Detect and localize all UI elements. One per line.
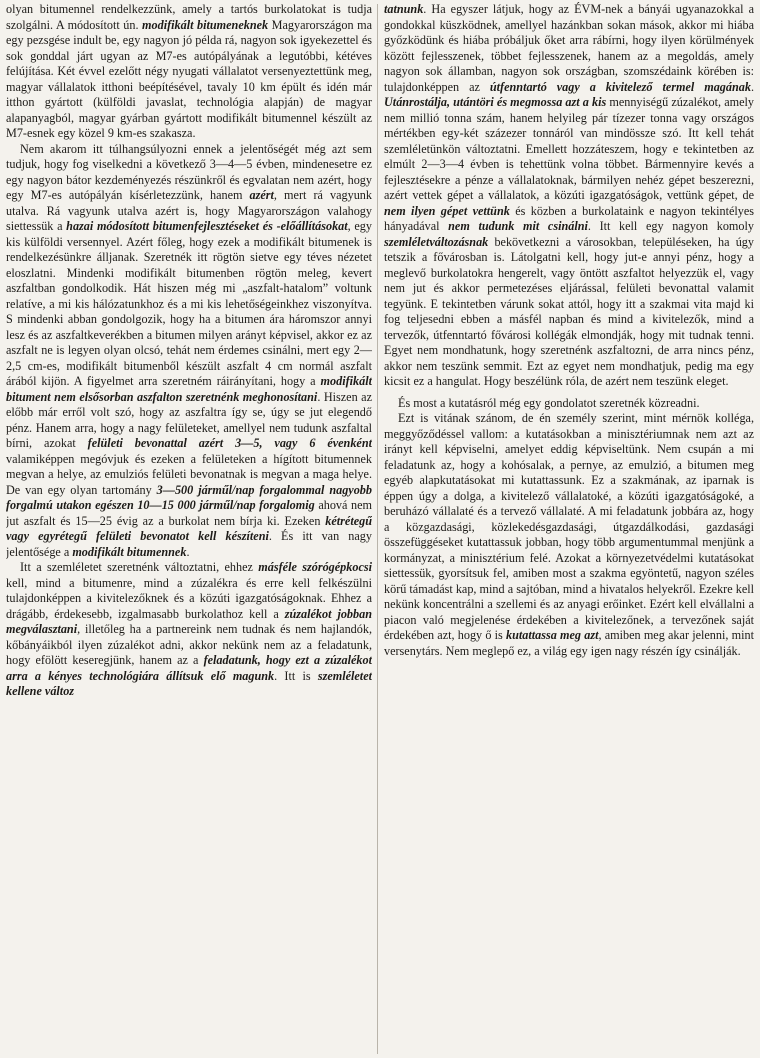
- column-divider: [377, 4, 378, 1054]
- text-run: Magyarországon ma egy pezsgése indult be, egy nagyon jó példa rá, nagyon sok igyekezettel és sok gonddal járt ugyan az M7-es autópályának a legutóbbi, kétéves felújítása. Két évvel ezelőtt négy nyugati vállalatot versenyeztettünk meg, magyar vállalatok itthoni beépítésével, tavaly 10 km épült és idén már itthon gyártott (külföldi javaslat, technológia alapján) de magyar alapanyagból, magyar gyárban gyártott modifikált bitumennel készült az M7-esnek egy közel 9 km-es szakasza.: [6, 17, 372, 140]
- text-run: . Ha egyszer látjuk, hogy az ÉVM-nek a bányái ugyanazokkal a gondokkal küszködnek, amellyel hazánkban sokan mások, akkor mi hiába győzködünk és hiába próbáljuk őket arra rábírni, hogy ilyen körülmények között fejlesszenek, többet fejlesszenek, hanem az a megoldás, amely nagyon sok államban, nagyon sok országban, szomszédaink körében is: tulajdonképpen az: [384, 2, 754, 94]
- emphasized-text: hazai módosított bitumenfejlesztéseket és -előállításokat: [66, 219, 348, 233]
- emphasized-text: modifikált bitumeneknek: [142, 17, 269, 32]
- text-run: .: [750, 79, 754, 94]
- emphasized-text: tatnunk: [384, 2, 424, 16]
- paragraph: [6, 560, 372, 700]
- text-run: . És itt van nagy jelentősége a: [6, 529, 372, 559]
- text-run: Itt a szemléletet szeretnénk változtatni, ehhez: [20, 560, 259, 574]
- text-run: , mert rá vagyunk utalva. Rá vagyunk utalva azért is, hogy Magyarországon valahogy siettessük a: [6, 188, 372, 233]
- text-run: bekövetkezni a városokban, településeken, ha úgy tetszik a fővárosban is. Látolgatni kell, hogy jut-e annyi pénz, hogy a meglevő burkolatokra hengerelt, vagy öntött aszfaltot helyezzük el, vagy nem jut és akkor permetezéses eljárással, felületi bevonattal valamit tegyünk. E tekintetben várunk sokat attól, hogy itt a szakmai vita majd ki fog teljesedni ebben a másfél napban és mind a kivitelezők, mind a tervezők, útfenntartó fővárosi kollégák elmondják, hogy mit tudnak tenni. Egyet nem mondhatunk, hogy szeretnénk aszfaltozni, de arra nincs pénz, akkor nem teszünk semmit. Ezt az egyet nem mondhatjuk, pedig ma egy kicsit ez a hangulat. Hogy beszélünk róla, de azért nem teszünk eleget.: [384, 234, 754, 388]
- emphasized-text: azért: [249, 188, 274, 202]
- emphasized-text: útfenntartó vagy a kivitelező termel magának: [489, 79, 751, 94]
- text-run: . Itt is: [274, 668, 318, 683]
- paragraph: [384, 2, 754, 390]
- text-run: . Itt kell egy nagyon komoly: [587, 219, 754, 233]
- text-run: Ezt is vitának szánom, de én személy szerint, mint mérnök kolléga, meggyőződéssel vallom: a kutatásokban a minisztériumnak nem azt az irányt kell képviselni, amelyet eddig képviseltünk. Nem csupán a mi feladatunk az, hogy a kohósalak, a pernye, az emulzió, a bitumen meg egyéb alapkutatásokat mi kutattassunk. Ez a szakmának, az iparnak is éppen úgy a dolga, a kivitelező vállalatoké, a közúti igazgatóságoké, a beruházó vállalaté és a tervező vállalaté. A mi feladatunk jobbára az, hogy a közgazdasági, közlekedésgazdasági, útgazdálkodási, gazdasági összefüggéseket kutattassuk jobban, hogy több argumentummal menjünk a kormányzat, a minisztérium felé. Azokat a környezetvédelmi kutatásokat siettessük, gyorsítsuk fel, amiben most a szakma egyöntetű, nagyon széles körű támadást kap, mind a sajtóban, mind a hivatalos helyekről. Ezekre kell nekünk koncentrálni a szellemi és az anyagi erőinket. Ezért kell elvállalni a piacon való megjelenése érdekében a kivitelezőnek, a tervezőnek saját érdekében azt, hogy ő is: [384, 411, 754, 642]
- text-run: , egy kis külföldi versennyel. Azért főleg, hogy ezek a modifikált bitumenek is rendelkezésünkre álljanak. Szeretnék itt rögtön sietve egy téves nézetet eloszlatni. Mindenki modifikált bitumenben rögtön meleg, kevert aszfaltban gondolkodik. Hát hiszen még mi „aszfalt-hatalom” voltunk relatíve, a mi kis hálózatunkhoz és a mi kis lehetőségeinkhez viszonyítva. S mindenki abban gondolgozik, hogy ha a bitumen ára háromszor annyi lesz és az aszfaltkeverékben a bitumen milyen arányt képvisel, akkor ez az aszfalt ne is legyen olyan olcsó, tehát nem érdemes csinálni, mert egy 2—2,5 cm-es, modifikált bitumenből készült aszfalt 4 cm normál aszfalt árából kijön. A figyelmet arra szeretném ráirányítani, hogy a: [6, 219, 372, 388]
- paragraph: [384, 396, 754, 412]
- text-run: , illetőleg ha a partnereink nem tudnak és nem hajlandók, kőbányáikból ilyen zúzalékot adni, akkor nekünk nem az a feladatunk, hogy efölött keseregjünk, hanem az a: [6, 622, 372, 667]
- text-run: és közben a burkolataink e nagyon tekintélyes hányadával: [384, 203, 754, 233]
- text-run: És most a kutatásról még egy gondolatot szeretnék közreadni.: [398, 395, 700, 410]
- text-run: , amiben meg akar jelenni, mint versenytárs. Nem meglepő ez, a világ egy igen nagy részén így csinálják.: [384, 628, 754, 658]
- text-run: kell, mind a bitumenre, mind a zúzalékra és erre kell felkészülni tulajdonképpen a kivitelezőknek és a közúti igazgatóságoknak. Ehhez a drágább, érdekesebb, izgalmasabb burkolathoz kell a: [6, 575, 372, 621]
- text-run: Nem akarom itt túlhangsúlyozni ennek a jelentőségét még azt sem tudjuk, hogy fog viselkedni a következő 3—4—5 évben, mindenesetre ez egy nagyon bátor kezdeményezés részünkről és egvalatan nem azért, hogy egy M7-es autópályán kísérletezzünk, hanem: [6, 141, 372, 202]
- emphasized-text: Utánrostálja, utántöri és megmossa azt a kis: [384, 95, 607, 109]
- emphasized-text: nem tudunk mit csinálni: [448, 219, 588, 233]
- text-column-left: [6, 2, 372, 1054]
- emphasized-text: nem ilyen gépet vettünk: [384, 203, 510, 218]
- text-run: .: [186, 544, 190, 559]
- emphasized-text: zúzalékot jobban megválasztani: [6, 606, 372, 636]
- emphasized-text: modifikált bitument nem elsősorban aszfalton szeretnénk meghonosítani: [6, 374, 372, 404]
- text-run: mennyiségű zúzalékot, amely nem millió tonna szám, hanem helyileg pár tízezer tonna vagy országos mértékben egy-két százezer tonnáról van mindössze szó. Itt kell tehát szemléletünkön változtatni. Emellett hozzáteszem, hogy e tekintetben az elmúlt 2—3—4 évben is tehettünk volna többet. Bármennyire kevés a fejlesztésekre a pénze a vállalatoknak, bármilyen nehéz gépet beszerezni, azért vettek gépet a vállalatok, a közúti igazgatóságok, vettünk gépet, de: [384, 95, 754, 202]
- text-column-right: [384, 2, 754, 1054]
- paragraph: [384, 411, 754, 659]
- paragraph: [6, 2, 372, 142]
- emphasized-text: kétrétegű vagy egyrétegű felületi bevonatot kell készíteni: [6, 513, 372, 543]
- emphasized-text: 3—500 járműl/nap forgalommal nagyobb forgalmú utakon egészen 10—15 000 járműl/nap forgalomig: [6, 482, 372, 512]
- paragraph: [6, 142, 372, 561]
- emphasized-text: felületi bevonattal azért 3—5, vagy 6 évenként: [87, 436, 372, 450]
- text-run: valamiképpen megóvjuk és ezeken a felületeken a hígított bitumennek megvan a helye, az emulziós felületi bevonatnak is megvan a maga helye. De van egy olyan tartomány: [6, 451, 372, 497]
- emphasized-text: szemléletváltozásnak: [384, 234, 489, 249]
- emphasized-text: modifikált bitumennek: [72, 544, 187, 559]
- text-run: olyan bitumennel rendelkezzünk, amely a tartós burkolatokat is tudja szolgálni. A módosított ún.: [6, 2, 372, 32]
- emphasized-text: feladatunk, hogy ezt a zúzalékot arra a kényes technológiára állítsuk elő magunk: [6, 653, 372, 683]
- emphasized-text: másféle szórógépkocsi: [258, 560, 372, 574]
- text-run: . Hiszen az előbb már erről volt szó, hogy az aszfaltra így se, úgy se jut elegendő pénz. Hanem arra, hogy a nagy felületeket, amellyel nem tudunk aszfaltal bírni, azokat: [6, 389, 372, 450]
- emphasized-text: szemléletet kellene változ: [6, 668, 372, 698]
- emphasized-text: kutattassa meg azt: [506, 628, 599, 642]
- text-run: ahová nem jut aszfalt és 15—25 évig az a burkolat nem bírja ki. Ezeken: [6, 498, 372, 528]
